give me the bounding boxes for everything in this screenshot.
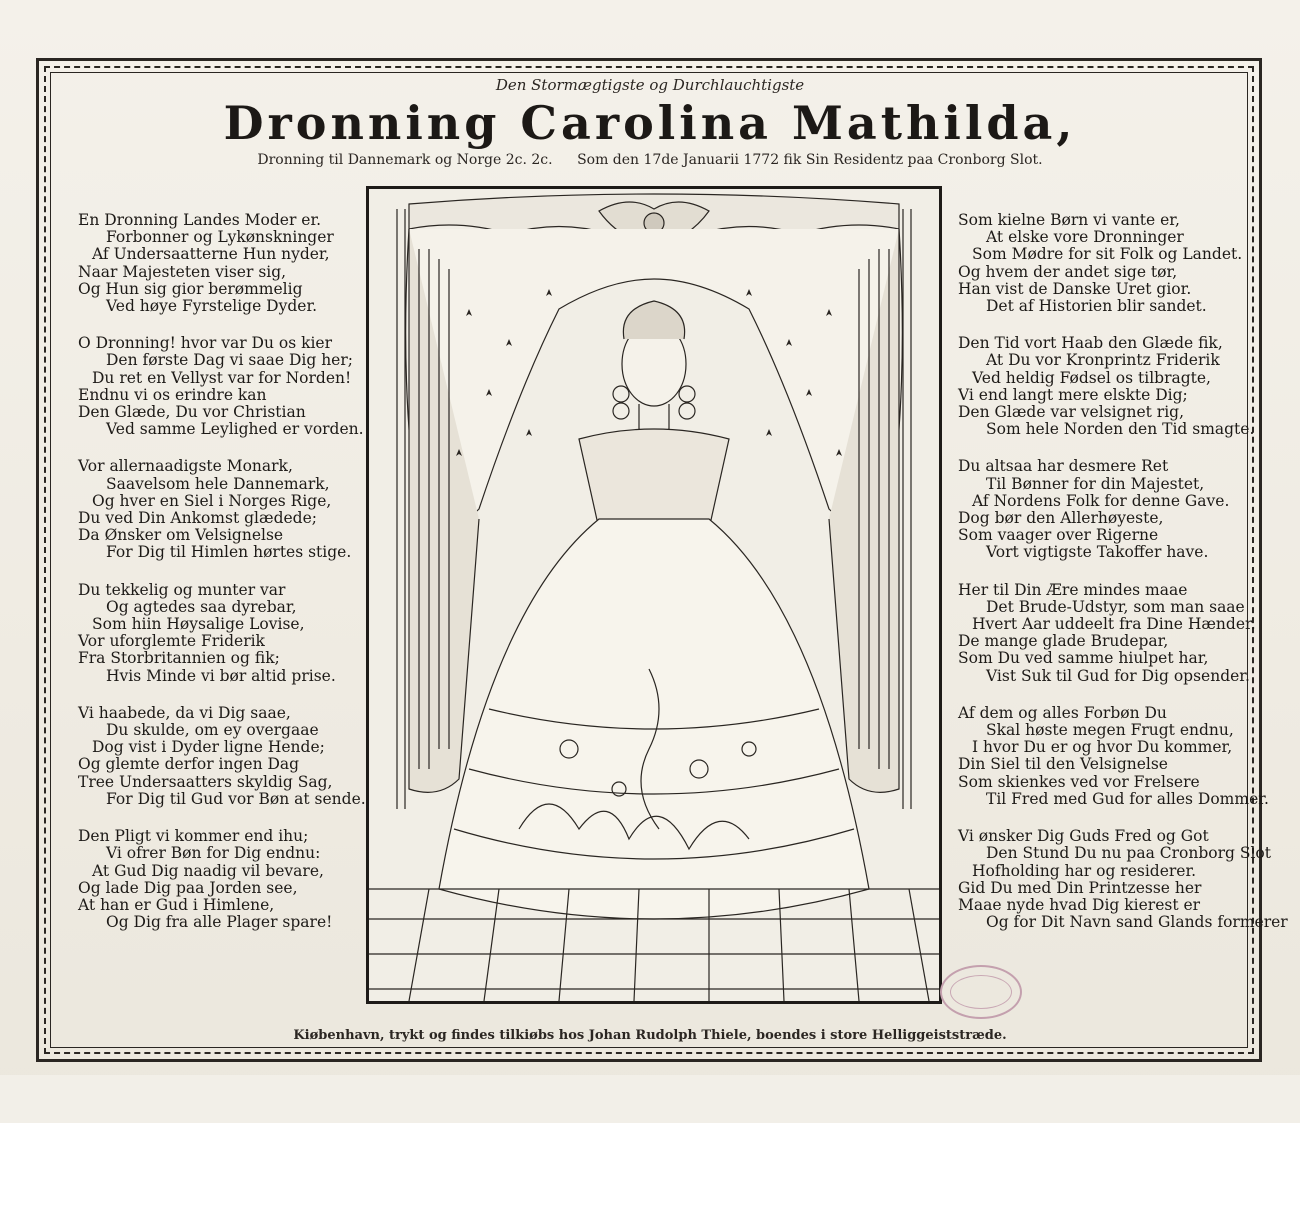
header-subtitle-part1: Dronning til Dannemark og Norge 2c. 2c. xyxy=(257,152,553,168)
header-subtitle xyxy=(0,152,1300,168)
stanza xyxy=(958,580,1256,685)
poem-line: Og hver en Siel i Norges Rige, xyxy=(92,491,332,510)
poem-line: At elske vore Dronninger xyxy=(986,228,1184,247)
poem-line: Og for Dit Navn sand Glands formerer xyxy=(986,913,1288,932)
poem-line: Af Nordens Folk for denne Gave. xyxy=(972,491,1230,510)
poem-line: Han vist de Danske Uret gior. xyxy=(958,279,1192,298)
poem-line: Maae nyde hvad Dig kierest er xyxy=(958,895,1201,914)
poem-line: Skal høste megen Frugt endnu, xyxy=(986,721,1234,740)
queen-illustration xyxy=(369,189,939,1001)
poem-line: Ved samme Leylighed er vorden. xyxy=(106,420,364,439)
poem-line: Du ved Din Ankomst glædede; xyxy=(78,509,317,528)
poem-line: I hvor Du er og hvor Du kommer, xyxy=(972,738,1233,757)
poem-line: Det Brude-Udstyr, som man saae xyxy=(986,597,1245,616)
poem-line: Hvis Minde vi bør altid prise. xyxy=(106,666,336,685)
poem-line: Vi ofrer Bøn for Dig endnu: xyxy=(106,844,321,863)
poem-line: Vist Suk til Gud for Dig opsender. xyxy=(986,666,1250,685)
poem-line: Fra Storbritannien og fik; xyxy=(78,649,280,668)
poem-line: Som hiin Høysalige Lovise, xyxy=(92,615,305,634)
poem-line: Din Siel til den Velsignelse xyxy=(958,755,1168,774)
poem-line: Dog bør den Allerhøyeste, xyxy=(958,509,1164,528)
woodcut-portrait xyxy=(366,186,942,1004)
stanza xyxy=(958,703,1269,808)
poem-line: Naar Majesteten viser sig, xyxy=(78,262,287,281)
stanza xyxy=(958,212,1248,315)
poem-column-right xyxy=(958,211,1288,951)
poem-line: Ved heldig Fødsel os tilbragte, xyxy=(972,368,1211,387)
poem-line: Saavelsom hele Dannemark, xyxy=(106,474,330,493)
paper-lower-margin xyxy=(0,1075,1300,1123)
poem-line: At Du vor Kronprintz Friderik xyxy=(986,351,1220,370)
poem-line: Du tekkelig og munter var xyxy=(78,580,286,599)
poem-line: For Dig til Gud vor Bøn at sende. xyxy=(106,789,366,808)
poem-line: Som skienkes ved vor Frelsere xyxy=(958,772,1200,791)
poem-line: Det af Historien blir sandet. xyxy=(986,297,1207,316)
poem-line: Den Stund Du nu paa Cronborg Slot xyxy=(986,844,1271,863)
poem-line: Du altsaa har desmere Ret xyxy=(958,457,1169,476)
stanza xyxy=(78,828,378,931)
poem-line: De mange glade Brudepar, xyxy=(958,632,1169,651)
header-superscription: Den Stormægtigste og Durchlauchtigste xyxy=(495,76,805,94)
poem-column-left xyxy=(78,212,378,951)
poem-line: Vi haabede, da vi Dig saae, xyxy=(78,703,291,722)
poem-line: Som vaager over Rigerne xyxy=(958,526,1159,545)
poem-line: Og Hun sig gior berømmelig xyxy=(78,279,303,298)
poem-line: Den første Dag vi saae Dig her; xyxy=(106,351,353,370)
poem-line: Vi ønsker Dig Guds Fred og Got xyxy=(958,827,1209,846)
poem-line: Den Glæde var velsignet rig, xyxy=(958,403,1185,422)
poem-line: En Dronning Landes Moder er. xyxy=(78,211,322,229)
poem-line: Dog vist i Dyder ligne Hende; xyxy=(92,738,325,757)
poem-line: O Dronning! hvor var Du os kier xyxy=(78,334,333,353)
poem-line: Den Glæde, Du vor Christian xyxy=(78,403,306,422)
poem-line: Af dem og alles Forbøn Du xyxy=(958,703,1167,722)
poem-line: Endnu vi os erindre kan xyxy=(78,385,267,404)
poem-line: Og Dig fra alle Plager spare! xyxy=(106,913,333,932)
poem-line: Her til Din Ære mindes maae xyxy=(958,580,1188,599)
poem-line: For Dig til Himlen hørtes stige. xyxy=(106,543,352,562)
poem-line: Du ret en Vellyst var for Norden! xyxy=(92,368,352,387)
poem-line: Den Pligt vi kommer end ihu; xyxy=(78,827,309,846)
poem-line: Den Tid vort Haab den Glæde fik, xyxy=(958,334,1223,353)
poem-line: Hofholding har og residerer. xyxy=(972,861,1197,880)
poem-line: Af Undersaatterne Hun nyder, xyxy=(92,245,330,264)
poem-line: Da Ønsker om Velsignelse xyxy=(78,526,284,545)
stanza xyxy=(958,458,1248,561)
header-subtitle-part2: Som den 17de Januarii 1772 fik Sin Residentz paa Cronborg Slot. xyxy=(577,152,1043,168)
library-stamp xyxy=(940,965,1022,1019)
poem-line: Som Du ved samme hiulpet har, xyxy=(958,649,1209,668)
poem-line: Som hele Norden den Tid smagte. xyxy=(986,420,1255,439)
poem-line: Som kielne Børn vi vante er, xyxy=(958,211,1180,229)
poem-line: Som Mødre for sit Folk og Landet. xyxy=(972,245,1243,264)
poem-line: Vi end langt mere elskte Dig; xyxy=(958,385,1188,404)
poem-line: Og lade Dig paa Jorden see, xyxy=(78,878,298,897)
stanza xyxy=(78,335,378,438)
printer-imprint: Kiøbenhavn, trykt og findes tilkiøbs hos Johan Rudolph Thiele, boendes i store Helliggeiststræde. xyxy=(293,1028,1007,1043)
poem-line: Til Bønner for din Majestet, xyxy=(986,474,1205,493)
stanza xyxy=(958,827,1288,932)
poem-line: Vor allernaadigste Monark, xyxy=(78,457,293,476)
stanza xyxy=(78,582,378,685)
poem-line: Ved høye Fyrstelige Dyder. xyxy=(106,297,318,316)
poem-line: Og glemte derfor ingen Dag xyxy=(78,755,300,774)
poem-line: Vort vigtigste Takoffer have. xyxy=(986,543,1209,562)
poem-line: Og agtedes saa dyrebar, xyxy=(106,597,297,616)
stanza xyxy=(78,705,378,808)
stanza xyxy=(958,334,1255,439)
stanza xyxy=(78,458,378,561)
stanza xyxy=(78,212,378,315)
poem-line: Til Fred med Gud for alles Dommer. xyxy=(986,789,1269,808)
poem-line: Du skulde, om ey overgaae xyxy=(106,721,319,740)
page-bottom xyxy=(0,1123,1300,1213)
poem-line: Og hvem der andet sige tør, xyxy=(958,262,1178,281)
poem-line: At Gud Dig naadig vil bevare, xyxy=(92,861,324,880)
poem-line: Hvert Aar uddeelt fra Dine Hænder. xyxy=(972,615,1256,634)
poem-line: Vor uforglemte Friderik xyxy=(78,632,265,651)
poem-line: At han er Gud i Himlene, xyxy=(78,895,275,914)
poem-line: Gid Du med Din Printzesse her xyxy=(958,878,1202,897)
poem-line: Forbonner og Lykønskninger xyxy=(106,228,334,247)
page-title: Dronning Carolina Mathilda, xyxy=(223,96,1077,150)
poem-line: Tree Undersaatters skyldig Sag, xyxy=(78,772,333,791)
